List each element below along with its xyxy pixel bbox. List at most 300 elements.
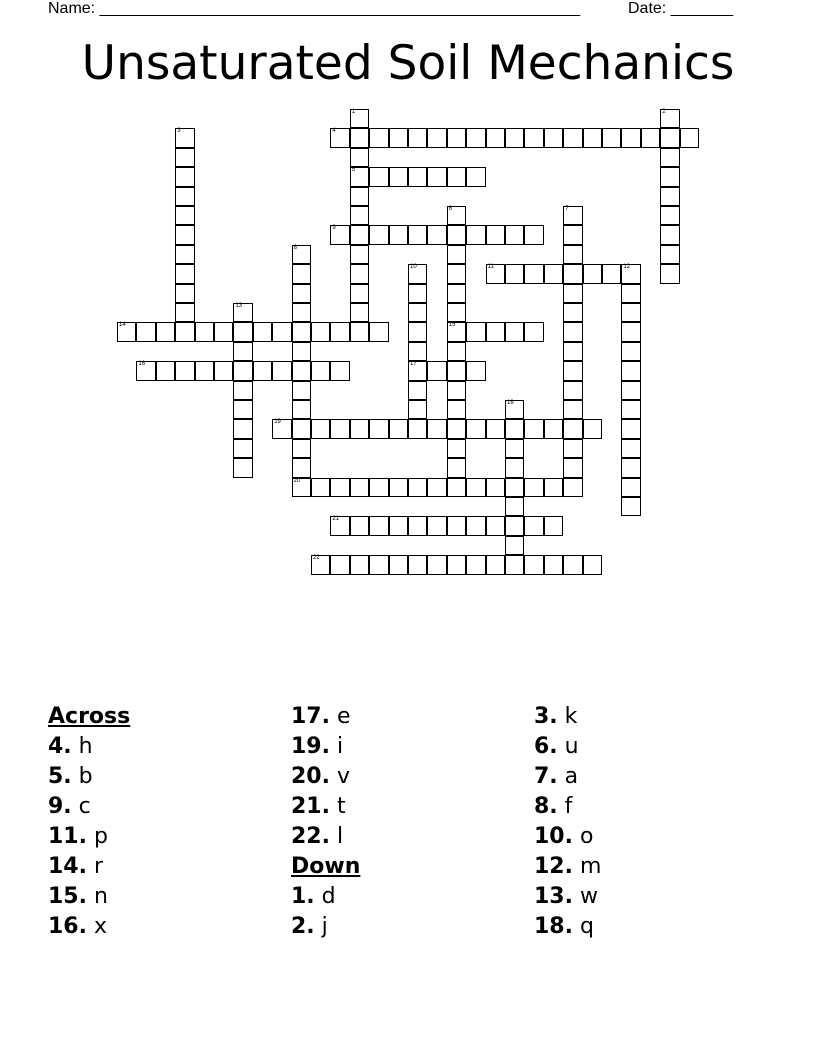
crossword-cell[interactable]: [408, 419, 427, 438]
crossword-cell[interactable]: [408, 478, 427, 497]
crossword-cell[interactable]: [350, 245, 369, 264]
crossword-cell[interactable]: [233, 342, 252, 361]
crossword-cell[interactable]: [175, 284, 194, 303]
crossword-cell[interactable]: [466, 225, 485, 244]
crossword-cell[interactable]: [505, 128, 524, 147]
clue-item-number: 14.: [48, 854, 87, 879]
crossword-cell[interactable]: [447, 264, 466, 283]
crossword-cell[interactable]: [466, 478, 485, 497]
crossword-cell[interactable]: [563, 128, 582, 147]
crossword-cell[interactable]: [524, 516, 543, 535]
crossword-cell[interactable]: [427, 167, 446, 186]
crossword-cell[interactable]: [156, 361, 175, 380]
clue-item-text: o: [572, 824, 594, 849]
crossword-cell[interactable]: [524, 478, 543, 497]
crossword-cell[interactable]: [621, 381, 640, 400]
crossword-cell[interactable]: [524, 322, 543, 341]
crossword-cell[interactable]: [389, 225, 408, 244]
crossword-cell[interactable]: [660, 109, 679, 128]
crossword-cell[interactable]: [660, 148, 679, 167]
crossword-cell[interactable]: [369, 225, 388, 244]
crossword-cell[interactable]: [660, 187, 679, 206]
crossword-cell[interactable]: [447, 361, 466, 380]
crossword-cell[interactable]: [466, 167, 485, 186]
crossword-cell[interactable]: [660, 245, 679, 264]
clue-item: [48, 732, 130, 762]
clue-item: [291, 882, 360, 912]
crossword-cell[interactable]: [486, 322, 505, 341]
crossword-cell[interactable]: [292, 322, 311, 341]
crossword-cell[interactable]: [563, 342, 582, 361]
crossword-cell[interactable]: [505, 516, 524, 535]
crossword-cell[interactable]: [544, 516, 563, 535]
crossword-cell[interactable]: [311, 478, 330, 497]
crossword-cell[interactable]: [621, 128, 640, 147]
crossword-cell[interactable]: [447, 342, 466, 361]
crossword-cell[interactable]: [660, 167, 679, 186]
clue-item: [291, 762, 360, 792]
clue-number: 12: [623, 264, 631, 271]
crossword-cell[interactable]: [311, 555, 330, 574]
crossword-cell[interactable]: [621, 478, 640, 497]
clue-item-number: 16.: [48, 914, 87, 939]
crossword-cell[interactable]: [408, 516, 427, 535]
crossword-cell[interactable]: [233, 303, 252, 322]
crossword-cell[interactable]: [583, 419, 602, 438]
clue-item-text: m: [572, 854, 602, 879]
clue-item-number: 13.: [534, 884, 573, 909]
crossword-cell[interactable]: [447, 167, 466, 186]
clue-number: 18: [507, 400, 514, 406]
clue-item-text: a: [557, 764, 579, 789]
clue-item: [291, 822, 360, 852]
date-field-label: Date: _______: [628, 0, 733, 17]
crossword-cell[interactable]: [175, 245, 194, 264]
crossword-cell[interactable]: [311, 419, 330, 438]
crossword-cell[interactable]: [195, 322, 214, 341]
page-title: Unsaturated Soil Mechanics: [81, 36, 735, 91]
across-clue-list: [48, 732, 130, 942]
clue-item-number: 22.: [291, 824, 330, 849]
crossword-cell[interactable]: [563, 555, 582, 574]
clue-item-text: x: [86, 914, 107, 939]
crossword-cell[interactable]: [486, 516, 505, 535]
crossword-cell[interactable]: [505, 439, 524, 458]
crossword-cell[interactable]: [447, 128, 466, 147]
crossword-cell[interactable]: [292, 419, 311, 438]
crossword-cell[interactable]: [563, 458, 582, 477]
crossword-cell[interactable]: [447, 225, 466, 244]
crossword-cell[interactable]: [408, 555, 427, 574]
clue-item-number: 8.: [534, 794, 558, 819]
crossword-cell[interactable]: [292, 245, 311, 264]
crossword-cell[interactable]: [389, 167, 408, 186]
crossword-cell[interactable]: [621, 322, 640, 341]
crossword-cell[interactable]: [447, 245, 466, 264]
crossword-cell[interactable]: [175, 322, 194, 341]
clue-number: 10: [410, 264, 417, 271]
crossword-cell[interactable]: [427, 516, 446, 535]
crossword-cell[interactable]: [505, 497, 524, 516]
crossword-cell[interactable]: [292, 478, 311, 497]
crossword-cell[interactable]: [136, 361, 155, 380]
crossword-cell[interactable]: [175, 167, 194, 186]
clue-item: [291, 792, 360, 822]
crossword-cell[interactable]: [408, 400, 427, 419]
clue-item-number: 6.: [534, 734, 558, 759]
crossword-cell[interactable]: [660, 264, 679, 283]
crossword-cell[interactable]: [408, 225, 427, 244]
crossword-cell[interactable]: [563, 303, 582, 322]
clue-number: 16: [138, 361, 146, 368]
crossword-cell[interactable]: [641, 128, 660, 147]
crossword-cell[interactable]: [544, 478, 563, 497]
crossword-cell[interactable]: [505, 322, 524, 341]
down-heading: Down: [291, 854, 361, 879]
clue-item: [48, 762, 130, 792]
crossword-cell[interactable]: [408, 284, 427, 303]
crossword-cell[interactable]: [447, 419, 466, 438]
crossword-cell[interactable]: [389, 419, 408, 438]
clue-item-text: b: [71, 764, 93, 789]
crossword-cell[interactable]: [369, 167, 388, 186]
crossword-cell[interactable]: [486, 478, 505, 497]
crossword-cell[interactable]: [350, 555, 369, 574]
crossword-cell[interactable]: [311, 361, 330, 380]
clue-item-number: 11.: [48, 824, 87, 849]
crossword-cell[interactable]: [233, 458, 252, 477]
crossword-cell[interactable]: [466, 516, 485, 535]
crossword-cell[interactable]: [408, 128, 427, 147]
crossword-cell[interactable]: [563, 206, 582, 225]
crossword-cell[interactable]: [175, 361, 194, 380]
crossword-cell[interactable]: [621, 361, 640, 380]
crossword-cell[interactable]: [660, 225, 679, 244]
crossword-cell[interactable]: [272, 361, 291, 380]
crossword-cell[interactable]: [680, 128, 699, 147]
clue-item: [534, 852, 601, 882]
crossword-cell[interactable]: [253, 361, 272, 380]
crossword-cell[interactable]: [621, 419, 640, 438]
crossword-cell[interactable]: [408, 264, 427, 283]
crossword-cell[interactable]: [447, 458, 466, 477]
clue-number: 19: [274, 419, 281, 426]
crossword-cell[interactable]: [408, 381, 427, 400]
clues-column-3: [534, 702, 601, 942]
crossword-cell[interactable]: [175, 148, 194, 167]
crossword-cell[interactable]: [505, 555, 524, 574]
clue-number: 13: [235, 303, 243, 309]
crossword-cell[interactable]: [389, 128, 408, 147]
crossword-cell[interactable]: [175, 128, 194, 147]
crossword-cell[interactable]: [156, 322, 175, 341]
crossword-cell[interactable]: [330, 225, 349, 244]
crossword-cell[interactable]: [466, 555, 485, 574]
down-clue-list: [291, 882, 360, 942]
clue-item-text: d: [314, 884, 336, 909]
crossword-cell[interactable]: [447, 555, 466, 574]
crossword-cell[interactable]: [408, 361, 427, 380]
crossword-cell[interactable]: [311, 322, 330, 341]
crossword-cell[interactable]: [660, 128, 679, 147]
crossword-cell[interactable]: [621, 303, 640, 322]
crossword-cell[interactable]: [350, 303, 369, 322]
crossword-cell[interactable]: [292, 284, 311, 303]
crossword-cell[interactable]: [136, 322, 155, 341]
clue-item-number: 3.: [534, 704, 558, 729]
crossword-cell[interactable]: [427, 225, 446, 244]
crossword-cell[interactable]: [408, 303, 427, 322]
crossword-cell[interactable]: [447, 439, 466, 458]
crossword-cell[interactable]: [621, 400, 640, 419]
crossword-cell[interactable]: [350, 419, 369, 438]
crossword-cell[interactable]: [233, 381, 252, 400]
crossword-cell[interactable]: [389, 555, 408, 574]
crossword-cell[interactable]: [292, 381, 311, 400]
crossword-cell[interactable]: [660, 206, 679, 225]
crossword-cell[interactable]: [350, 284, 369, 303]
crossword-cell[interactable]: [602, 264, 621, 283]
crossword-cell[interactable]: [621, 284, 640, 303]
crossword-cell[interactable]: [447, 478, 466, 497]
crossword-cell[interactable]: [563, 264, 582, 283]
clue-item: [48, 792, 130, 822]
crossword-cell[interactable]: [350, 225, 369, 244]
clue-item-number: 2.: [291, 914, 315, 939]
crossword-cell[interactable]: [524, 555, 543, 574]
crossword-cell[interactable]: [350, 322, 369, 341]
crossword-cell[interactable]: [447, 400, 466, 419]
crossword-cell[interactable]: [292, 264, 311, 283]
crossword-cell[interactable]: [563, 284, 582, 303]
crossword-cell[interactable]: [330, 555, 349, 574]
crossword-cell[interactable]: [447, 206, 466, 225]
crossword-cell[interactable]: [505, 264, 524, 283]
clue-item-number: 17.: [291, 704, 330, 729]
crossword-cell[interactable]: [369, 516, 388, 535]
crossword-cell[interactable]: [621, 264, 640, 283]
clue-number: 21: [332, 516, 340, 523]
crossword-cell[interactable]: [214, 322, 233, 341]
clue-item: [534, 822, 601, 852]
crossword-cell[interactable]: [350, 109, 369, 128]
crossword-cell[interactable]: [486, 128, 505, 147]
clue-number: 14: [119, 322, 126, 329]
crossword-cell[interactable]: [583, 128, 602, 147]
crossword-cell[interactable]: [524, 225, 543, 244]
clue-item-number: 19.: [291, 734, 330, 759]
crossword-cell[interactable]: [350, 167, 369, 186]
crossword-cell[interactable]: [330, 516, 349, 535]
crossword-cell[interactable]: [486, 555, 505, 574]
crossword-cell[interactable]: [408, 342, 427, 361]
clue-number: 1: [351, 109, 356, 115]
crossword-cell[interactable]: [544, 419, 563, 438]
clue-item-text: c: [71, 794, 91, 819]
crossword-cell[interactable]: [583, 555, 602, 574]
crossword-cell[interactable]: [505, 400, 524, 419]
crossword-cell[interactable]: [621, 497, 640, 516]
clue-item-text: t: [329, 794, 346, 819]
crossword-cell[interactable]: [505, 478, 524, 497]
crossword-cell[interactable]: [330, 419, 349, 438]
crossword-cell[interactable]: [563, 381, 582, 400]
crossword-cell[interactable]: [563, 322, 582, 341]
clue-number: 15: [448, 322, 456, 329]
crossword-cell[interactable]: [563, 225, 582, 244]
crossword-cell[interactable]: [563, 419, 582, 438]
crossword-cell[interactable]: [330, 361, 349, 380]
crossword-cell[interactable]: [621, 439, 640, 458]
clue-item-number: 15.: [48, 884, 87, 909]
crossword-cell[interactable]: [447, 322, 466, 341]
clue-number: 7: [565, 206, 569, 212]
crossword-cell[interactable]: [369, 478, 388, 497]
crossword-cell[interactable]: [350, 128, 369, 147]
crossword-cell[interactable]: [272, 419, 291, 438]
crossword-cell[interactable]: [621, 342, 640, 361]
crossword-cell[interactable]: [505, 536, 524, 555]
crossword-cell[interactable]: [369, 555, 388, 574]
crossword-cell[interactable]: [583, 264, 602, 283]
crossword-cell[interactable]: [233, 361, 252, 380]
crossword-cell[interactable]: [175, 206, 194, 225]
crossword-cell[interactable]: [505, 419, 524, 438]
clue-item-number: 5.: [48, 764, 72, 789]
crossword-cell[interactable]: [486, 419, 505, 438]
clue-item: [534, 912, 601, 942]
crossword-cell[interactable]: [427, 555, 446, 574]
crossword-cell[interactable]: [544, 555, 563, 574]
crossword-cell[interactable]: [175, 225, 194, 244]
crossword-cell[interactable]: [408, 322, 427, 341]
crossword-cell[interactable]: [389, 478, 408, 497]
crossword-cell[interactable]: [350, 206, 369, 225]
across-heading: Across: [48, 704, 131, 729]
clue-item: [534, 702, 601, 732]
crossword-cell[interactable]: [447, 381, 466, 400]
crossword-cell[interactable]: [214, 361, 233, 380]
crossword-cell[interactable]: [253, 322, 272, 341]
crossword-cell[interactable]: [292, 342, 311, 361]
crossword-cell[interactable]: [369, 322, 388, 341]
crossword-cell[interactable]: [486, 264, 505, 283]
clue-number: 9: [332, 225, 336, 232]
clue-item: [534, 792, 601, 822]
crossword-cell[interactable]: [292, 303, 311, 322]
crossword-cell[interactable]: [563, 245, 582, 264]
clue-item: [48, 822, 130, 852]
crossword-cell[interactable]: [369, 128, 388, 147]
clues-column-1: [48, 702, 130, 942]
crossword-cell[interactable]: [350, 478, 369, 497]
crossword-cell[interactable]: [292, 439, 311, 458]
crossword-cell[interactable]: [544, 264, 563, 283]
clue-item: [48, 852, 130, 882]
crossword-cell[interactable]: [466, 419, 485, 438]
crossword-cell[interactable]: [175, 187, 194, 206]
crossword-cell[interactable]: [602, 128, 621, 147]
crossword-cell[interactable]: [447, 516, 466, 535]
crossword-cell[interactable]: [466, 128, 485, 147]
crossword-cell[interactable]: [447, 284, 466, 303]
crossword-cell[interactable]: [466, 361, 485, 380]
name-field-label: Name: ______________________________________________________: [48, 0, 581, 17]
crossword-cell[interactable]: [505, 225, 524, 244]
clue-item-text: n: [86, 884, 108, 909]
crossword-cell[interactable]: [466, 322, 485, 341]
crossword-cell[interactable]: [233, 322, 252, 341]
clue-item-number: 20.: [291, 764, 330, 789]
clue-item-number: 12.: [534, 854, 573, 879]
clue-item-text: r: [86, 854, 104, 879]
crossword-cell[interactable]: [563, 361, 582, 380]
crossword-cell[interactable]: [233, 400, 252, 419]
crossword-cell[interactable]: [233, 439, 252, 458]
crossword-cell[interactable]: [292, 458, 311, 477]
down-clue-list-continued: [534, 702, 601, 942]
crossword-cell[interactable]: [350, 264, 369, 283]
crossword-cell[interactable]: [330, 478, 349, 497]
crossword-cell[interactable]: [350, 187, 369, 206]
crossword-cell[interactable]: [447, 303, 466, 322]
crossword-cell[interactable]: [505, 458, 524, 477]
crossword-cell[interactable]: [563, 400, 582, 419]
clue-item: [48, 912, 130, 942]
clue-item-text: u: [557, 734, 579, 759]
clue-item-text: j: [314, 914, 328, 939]
crossword-cell[interactable]: [524, 264, 543, 283]
clue-item-text: w: [572, 884, 598, 909]
crossword-cell[interactable]: [233, 419, 252, 438]
crossword-cell[interactable]: [544, 128, 563, 147]
crossword-cell[interactable]: [350, 148, 369, 167]
crossword-cell[interactable]: [117, 322, 136, 341]
clue-item-number: 9.: [48, 794, 72, 819]
crossword-cell[interactable]: [272, 322, 291, 341]
crossword-cell[interactable]: [427, 361, 446, 380]
clue-item-number: 10.: [534, 824, 573, 849]
crossword-cell[interactable]: [330, 322, 349, 341]
crossword-cell[interactable]: [486, 225, 505, 244]
crossword-cell[interactable]: [292, 361, 311, 380]
crossword-cell[interactable]: [350, 516, 369, 535]
crossword-cell[interactable]: [408, 167, 427, 186]
crossword-cell[interactable]: [524, 419, 543, 438]
clue-item: [48, 882, 130, 912]
crossword-cell[interactable]: [427, 419, 446, 438]
crossword-cell[interactable]: [524, 128, 543, 147]
clue-item-text: v: [329, 764, 350, 789]
crossword-cell[interactable]: [621, 458, 640, 477]
crossword-cell[interactable]: [175, 303, 194, 322]
crossword-cell[interactable]: [563, 439, 582, 458]
clue-number: 4: [332, 128, 336, 135]
crossword-cell[interactable]: [427, 128, 446, 147]
clue-number: 20: [293, 477, 301, 484]
crossword-cell[interactable]: [330, 128, 349, 147]
crossword-cell[interactable]: [427, 478, 446, 497]
clue-item: [534, 762, 601, 792]
crossword-cell[interactable]: [563, 478, 582, 497]
crossword-cell[interactable]: [292, 400, 311, 419]
crossword-cell[interactable]: [175, 264, 194, 283]
crossword-cell[interactable]: [369, 419, 388, 438]
clue-number: 6: [448, 206, 453, 212]
crossword-cell[interactable]: [195, 361, 214, 380]
clue-number: 17: [410, 361, 417, 368]
crossword-cell[interactable]: [389, 516, 408, 535]
